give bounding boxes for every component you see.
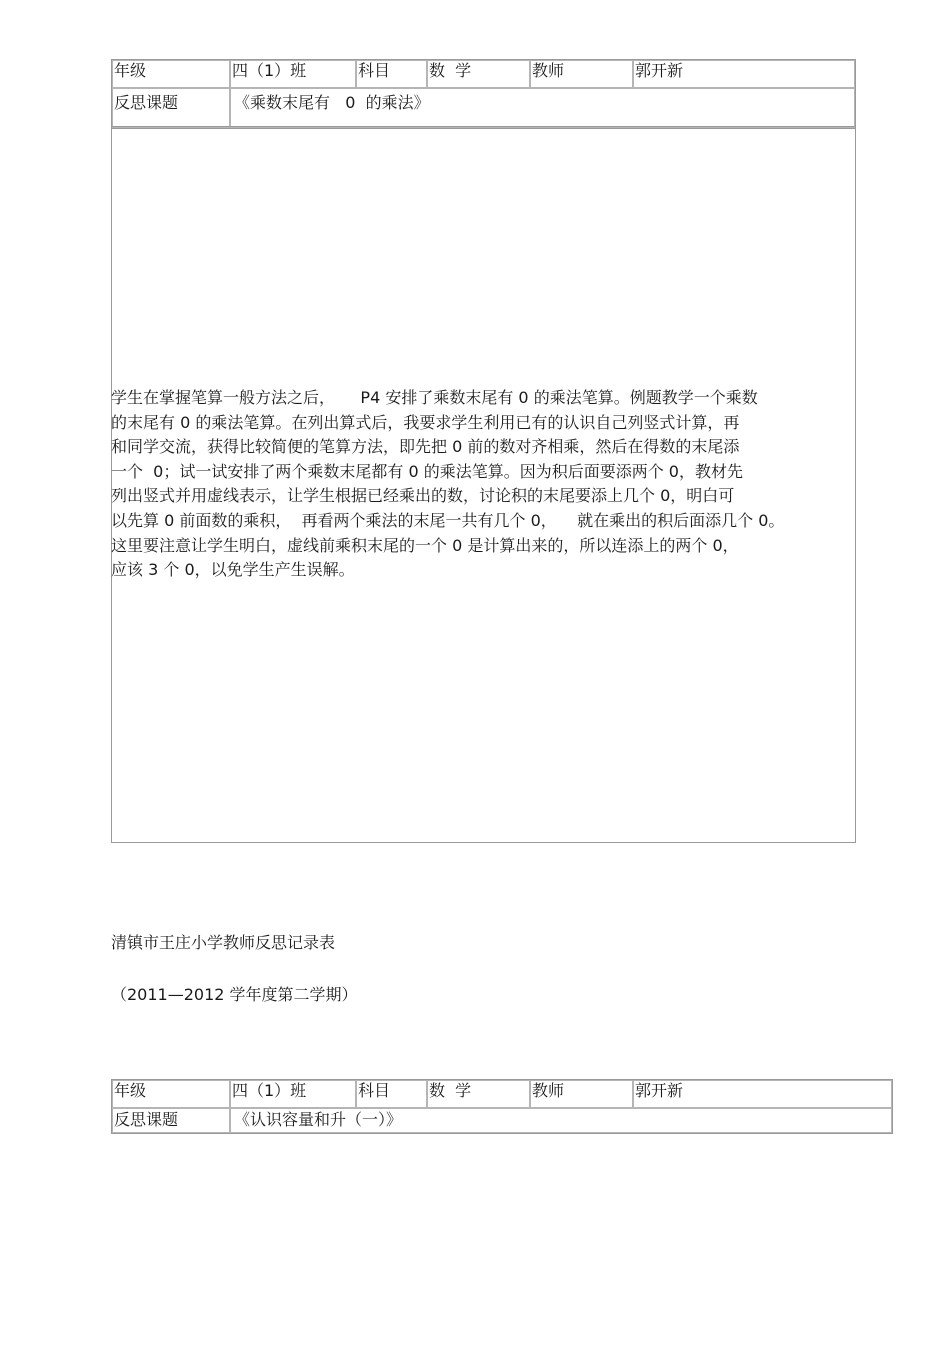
subject-label: 科目 xyxy=(356,60,427,88)
reflection-text xyxy=(111,386,871,583)
record-2-topic-row xyxy=(112,1108,892,1133)
record-1-table xyxy=(111,59,856,129)
grade-value: 四（1）班 xyxy=(230,1080,356,1108)
grade-label: 年级 xyxy=(112,1080,230,1108)
reflection-line: 以先算 0 前面数的乘积， 再看两个乘法的末尾一共有几个 0， 就在乘出的积后面添几个 0。 xyxy=(111,510,785,530)
topic-label: 反思课题 xyxy=(112,1108,230,1133)
topic-value: 《乘数末尾有 0 的乘法》 xyxy=(230,88,855,128)
subject-label: 科目 xyxy=(356,1080,427,1108)
reflection-line: 学生在掌握笔算一般方法之后， P4 安排了乘数末尾有 0 的乘法笔算。例题教学一个乘数 xyxy=(111,388,758,407)
record-1-info-row xyxy=(112,60,855,88)
grade-label: 年级 xyxy=(112,60,230,88)
record-2-table xyxy=(111,1079,893,1134)
topic-label: 反思课题 xyxy=(112,88,230,128)
teacher-label: 教师 xyxy=(530,1080,633,1108)
teacher-value: 郭开新 xyxy=(633,60,855,88)
school-year: （2011—2012 学年度第二学期） xyxy=(111,985,358,1004)
reflection-line: 这里要注意让学生明白，虚线前乘积末尾的一个 0 是计算出来的，所以连添上的两个 0， xyxy=(111,535,739,555)
grade-value: 四（1）班 xyxy=(230,60,356,88)
reflection-line: 一个 0；试一试安排了两个乘数末尾都有 0 的乘法笔算。因为积后面要添两个 0，教材先 xyxy=(111,461,743,481)
subject-value: 数 学 xyxy=(427,1080,530,1108)
teacher-label: 教师 xyxy=(530,60,633,88)
record-2-info-row xyxy=(112,1080,892,1108)
record-1-topic-row xyxy=(112,88,855,128)
reflection-line: 和同学交流，获得比较简便的笔算方法，即先把 0 前的数对齐相乘，然后在得数的末尾添 xyxy=(111,437,740,457)
reflection-line: 列出竖式并用虚线表示，让学生根据已经乘出的数，讨论积的末尾要添上几个 0，明白可 xyxy=(111,486,735,506)
reflection-line: 应该 3 个 0，以免学生产生误解。 xyxy=(111,560,355,580)
reflection-line: 的末尾有 0 的乘法笔算。在列出算式后，我要求学生利用已有的认识自己列竖式计算，再 xyxy=(111,412,740,432)
teacher-value: 郭开新 xyxy=(633,1080,892,1108)
topic-value: 《认识容量和升（一）》 xyxy=(230,1108,892,1133)
form-title: 清镇市王庄小学教师反思记录表 xyxy=(111,933,336,952)
subject-value: 数 学 xyxy=(427,60,530,88)
